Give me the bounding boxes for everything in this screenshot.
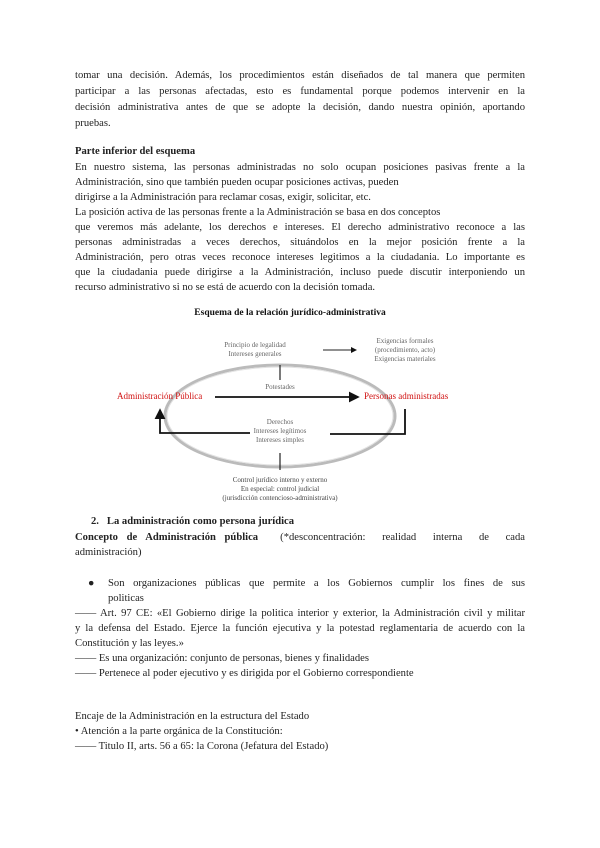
- section-number: 2.: [91, 516, 99, 527]
- diagram-admin-publica: Administración Pública: [117, 391, 203, 401]
- bullet-line: Son organizaciones públicas que permite a los Gobiernos cumplir los fines de sus: [108, 578, 525, 589]
- section-heading: Parte inferior del esquema: [75, 146, 196, 157]
- diagram-text: Principio de legalidad: [224, 341, 286, 349]
- section2-heading: [91, 515, 541, 529]
- diagram-label: [360, 337, 450, 364]
- diagram-personas-administradas: Personas administradas: [364, 391, 449, 401]
- paragraph-line: Constitución y las leyes.»: [75, 638, 184, 649]
- paragraph-line: La posición activa de las personas frente a la Administración se basa en dos conceptos: [75, 207, 441, 218]
- bullet-dot: ●: [88, 578, 95, 589]
- diagram-text: Intereses legítimos: [253, 427, 307, 435]
- paragraph-line: que veremos más adelante, los derechos e intereses. El derecho administrativo reconoce a las: [75, 222, 525, 233]
- paragraph-line: que la ciudadania puede dirigirse a la Administración, incluso puede discutir interponiendo un: [75, 267, 525, 278]
- paragraph-line: y la defensa del Estado. Ejerce la función ejecutiva y la potestad reglamentaria de acuerdo con la: [75, 623, 525, 634]
- paragraph-line: pruebas.: [75, 118, 111, 129]
- paragraph-line: —— Es una organización: conjunto de personas, bienes y finalidades: [75, 653, 369, 664]
- diagram-text: (jurisdicción contencioso-administrativa): [222, 494, 338, 502]
- section-title: La administración como persona jurídica: [106, 516, 295, 527]
- diagram-label: [230, 418, 330, 445]
- diagram-text: (procedimiento, acto): [374, 346, 436, 354]
- diagram-text: Control jurídico interno y externo: [232, 476, 328, 484]
- paragraph-line: tomar una decisión. Además, los procedimientos están diseñados de tal manera que permiten: [75, 70, 525, 81]
- paragraph-line: administración): [75, 547, 142, 558]
- diagram-text: Exigencias materiales: [374, 355, 436, 363]
- diagram-label: [220, 341, 290, 359]
- paragraph-line: Administración, pero otras veces reconoce intereses legitimos a la ciudadania. Lo importante es: [75, 252, 525, 263]
- diagram-title: Esquema de la relación jurídico-administrativa: [194, 308, 386, 318]
- paragraph-line: • Atención a la parte orgánica de la Constitución:: [75, 726, 283, 737]
- diagram-ellipse: [165, 365, 395, 467]
- concept-note: (*desconcentración: realidad interna de cada: [280, 532, 525, 543]
- diagram-text: Intereses simples: [255, 436, 304, 444]
- diagram-text: Derechos: [266, 418, 294, 426]
- paragraph-line: Administración, sino que también pueden ocupar posiciones activas, pueden: [75, 177, 399, 188]
- paragraph-line: —— Art. 97 CE: «El Gobierno dirige la politica interior y exterior, la Administración civil y militar: [75, 608, 525, 619]
- paragraph-line: personas administradas a veces derechos, situándolos en la mejor posición frente a la: [75, 237, 525, 248]
- paragraph-line: participar a las personas afectadas, esto es fundamental porque podemos intervenir en la: [75, 86, 525, 97]
- paragraph-line: dirigirse a la Administración para reclamar cosas, exigir, solicitar, etc.: [75, 192, 371, 203]
- paragraph-line: —— Pertenece al poder ejecutivo y es dirigida por el Gobierno correspondiente: [75, 668, 414, 679]
- diagram-potestades: Potestades: [265, 383, 295, 391]
- paragraph-line: Encaje de la Administración en la estructura del Estado: [75, 711, 310, 722]
- diagram-text: Exigencias formales: [376, 337, 434, 345]
- paragraph-line: En nuestro sistema, las personas administradas no solo ocupan posiciones pasivas frente a la: [75, 162, 525, 173]
- paragraph-line: decisión administrativa antes de que se adopte la decisión, dando nuestra opinión, aportando: [75, 102, 525, 113]
- paragraph-line: —— Titulo II, arts. 56 a 65: la Corona (Jefatura del Estado): [75, 741, 329, 752]
- concept-title: Concepto de Administración pública: [75, 532, 259, 543]
- bullet-line: politicas: [108, 593, 144, 604]
- diagram-label: [210, 476, 350, 503]
- diagram-text: Intereses generales: [228, 350, 282, 358]
- diagram-text: En especial: control judicial: [240, 485, 320, 493]
- paragraph-line: recurso administrativo si no se está de acuerdo con la decisión tomada.: [75, 282, 376, 293]
- concept-line: [75, 531, 525, 545]
